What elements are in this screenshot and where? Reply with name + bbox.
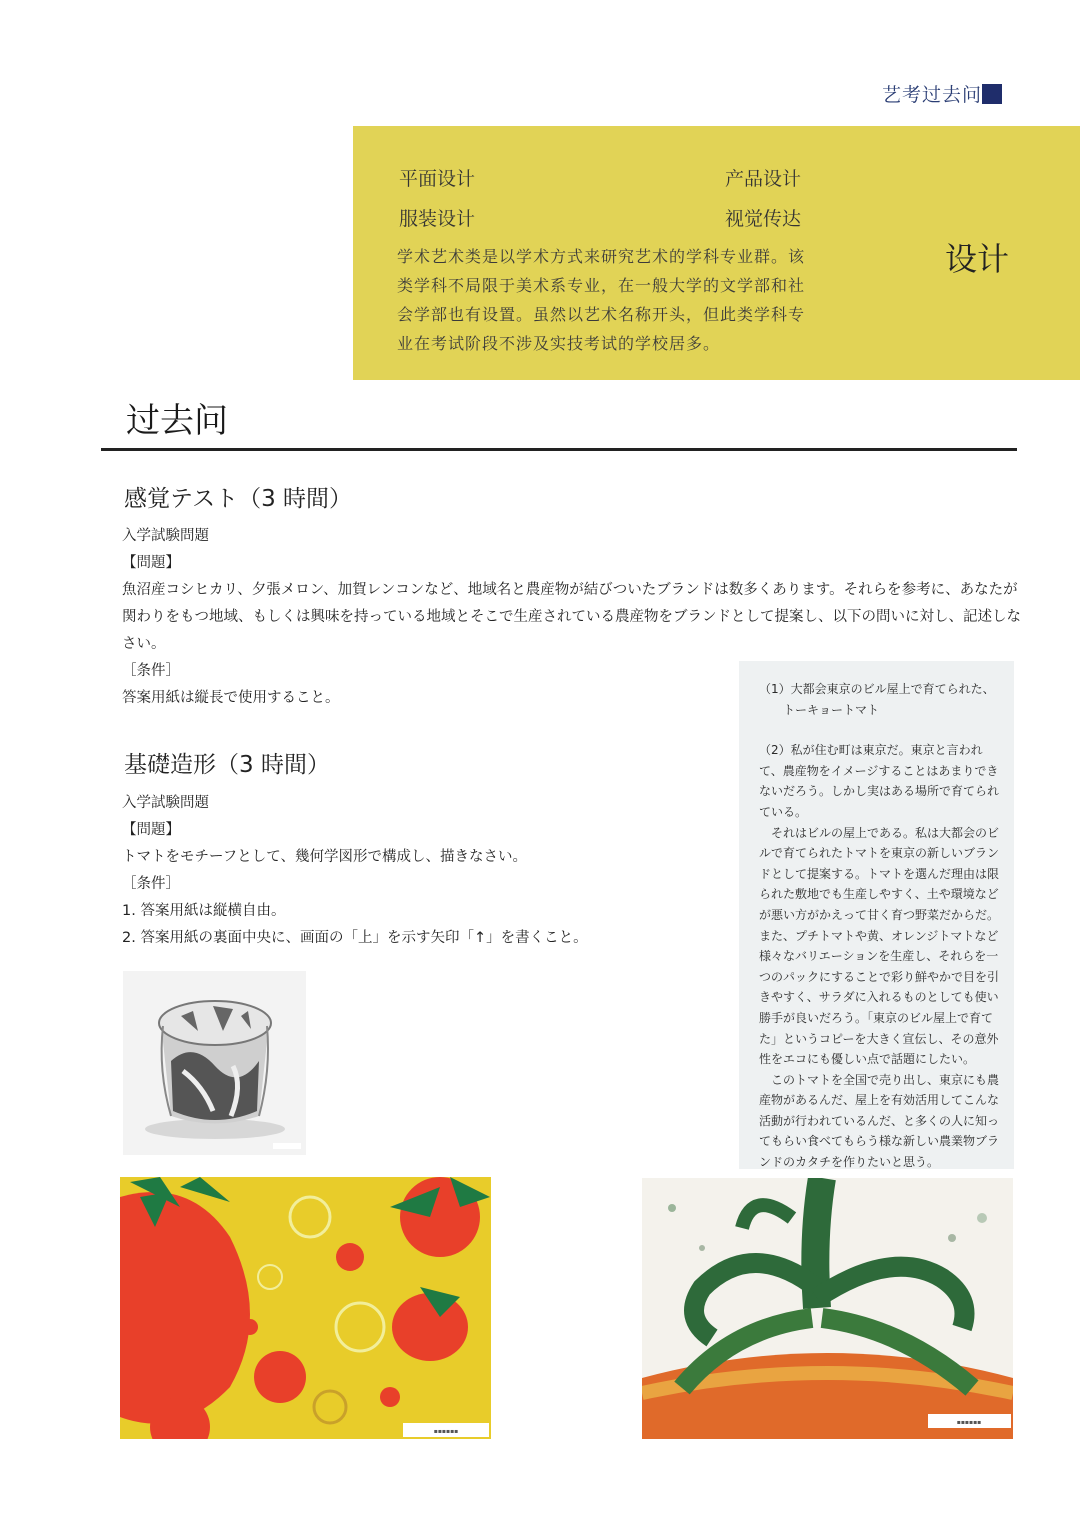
sample-answer-box — [739, 661, 1014, 1169]
exam2-heading: 基礎造形（3 時間） — [124, 752, 330, 778]
exam1-question: 魚沼産コシヒカリ、夕張メロン、加賀レンコンなど、地域名と農産物が結びついたブランドは数多くあります。それらを参考に、あなたが関わりをもつ地域、もしくは興味を持っている地域とそこで生産されている農産物をブランドとして提案し、以下の問いに対し、記述しなさい。 — [122, 582, 1021, 652]
svg-text:▪▪▪▪▪▪: ▪▪▪▪▪▪ — [956, 1419, 982, 1426]
header-square-marker — [982, 84, 1002, 104]
tomato-yellow-artwork-image — [120, 1177, 491, 1439]
pencil-cup-drawing-image — [123, 971, 306, 1155]
svg-text:▪▪▪▪▪▪: ▪▪▪▪▪▪ — [433, 1428, 459, 1435]
answer-paragraph-2: （2）私が住む町は東京だ。東京と言われて、農産物をイメージすることはあまりできないだろう。しかし実はある場所で育てられている。 それはビルの屋上である。私は大都会のビルで育てられたトマトを東京の新しいブランドとして提案する。トマトを選んだ理由は限られた敷地でも生産しやすく、土や環境などが悪い方がかえって甘く育つ野菜だからだ。また、プチトマトや黄、オレンジトマトなど様々なバリエーションを生産し、それらを一つのパックにすることで彩り鮮やかで目を引きやすく、サラダに入れるものとしても使い勝手が良いだろう。「東京のビル屋上で育てた」というコピーを大きく宣伝し、その意外性をエコにも優しい点で話題にしたい。 このトマトを全国で売り出し、東京にも農産物があるんだ、屋上を有効活用してこんな活動が行われているんだ、と多くの人に知ってもらい食べてもらう様な新しい農業物ブランドのカタチを作りたいと思う。 — [759, 743, 1000, 1170]
section-divider — [101, 448, 1017, 451]
tomato-stem-dot-artwork-image — [642, 1178, 1013, 1439]
intro-description: 学术艺术类是以学术方式来研究艺术的学科专业群。该类学科不局限于美术系专业，在一般大学的文学部和社会学部也有设置。虽然以艺术名称开头，但此类学科专业在考试阶段不涉及实技考试的学校居多。 — [397, 247, 806, 353]
exam1-heading: 感覚テスト（3 時間） — [124, 486, 353, 512]
exam2-condition-label: ［条件］ — [122, 876, 180, 892]
intro-category-title: 设计 — [945, 240, 1010, 278]
header-tag: 艺考过去问 — [881, 84, 982, 106]
intro-box — [353, 126, 1080, 380]
category-product-design: 产品设计 — [725, 168, 802, 190]
exam1-condition: 答案用紙は縦長で使用すること。 — [122, 690, 340, 706]
exam2-label: 入学試験問題 — [122, 795, 209, 811]
exam2-body — [122, 790, 722, 952]
exam2-condition-2: 2. 答案用紙の裏面中央に、画面の「上」を示す矢印「↑」を書くこと。 — [122, 930, 588, 946]
category-visual-communication: 视觉传达 — [725, 208, 802, 230]
category-graphic-design: 平面设计 — [399, 168, 476, 190]
exam2-question-label: 【問題】 — [122, 822, 180, 838]
section-title: 过去问 — [126, 401, 228, 441]
exam1-label: 入学試験問題 — [122, 528, 209, 544]
exam2-condition-1: 1. 答案用紙は縦横自由。 — [122, 903, 286, 919]
exam1-condition-label: ［条件］ — [122, 663, 180, 679]
exam2-question: トマトをモチーフとして、幾何学図形で構成し、描きなさい。 — [122, 849, 527, 865]
category-fashion-design: 服装设计 — [399, 208, 476, 230]
exam1-question-label: 【問題】 — [122, 555, 180, 571]
answer-paragraph-1: （1）大都会東京のビル屋上で育てられた、 トーキョートマト — [759, 682, 995, 717]
